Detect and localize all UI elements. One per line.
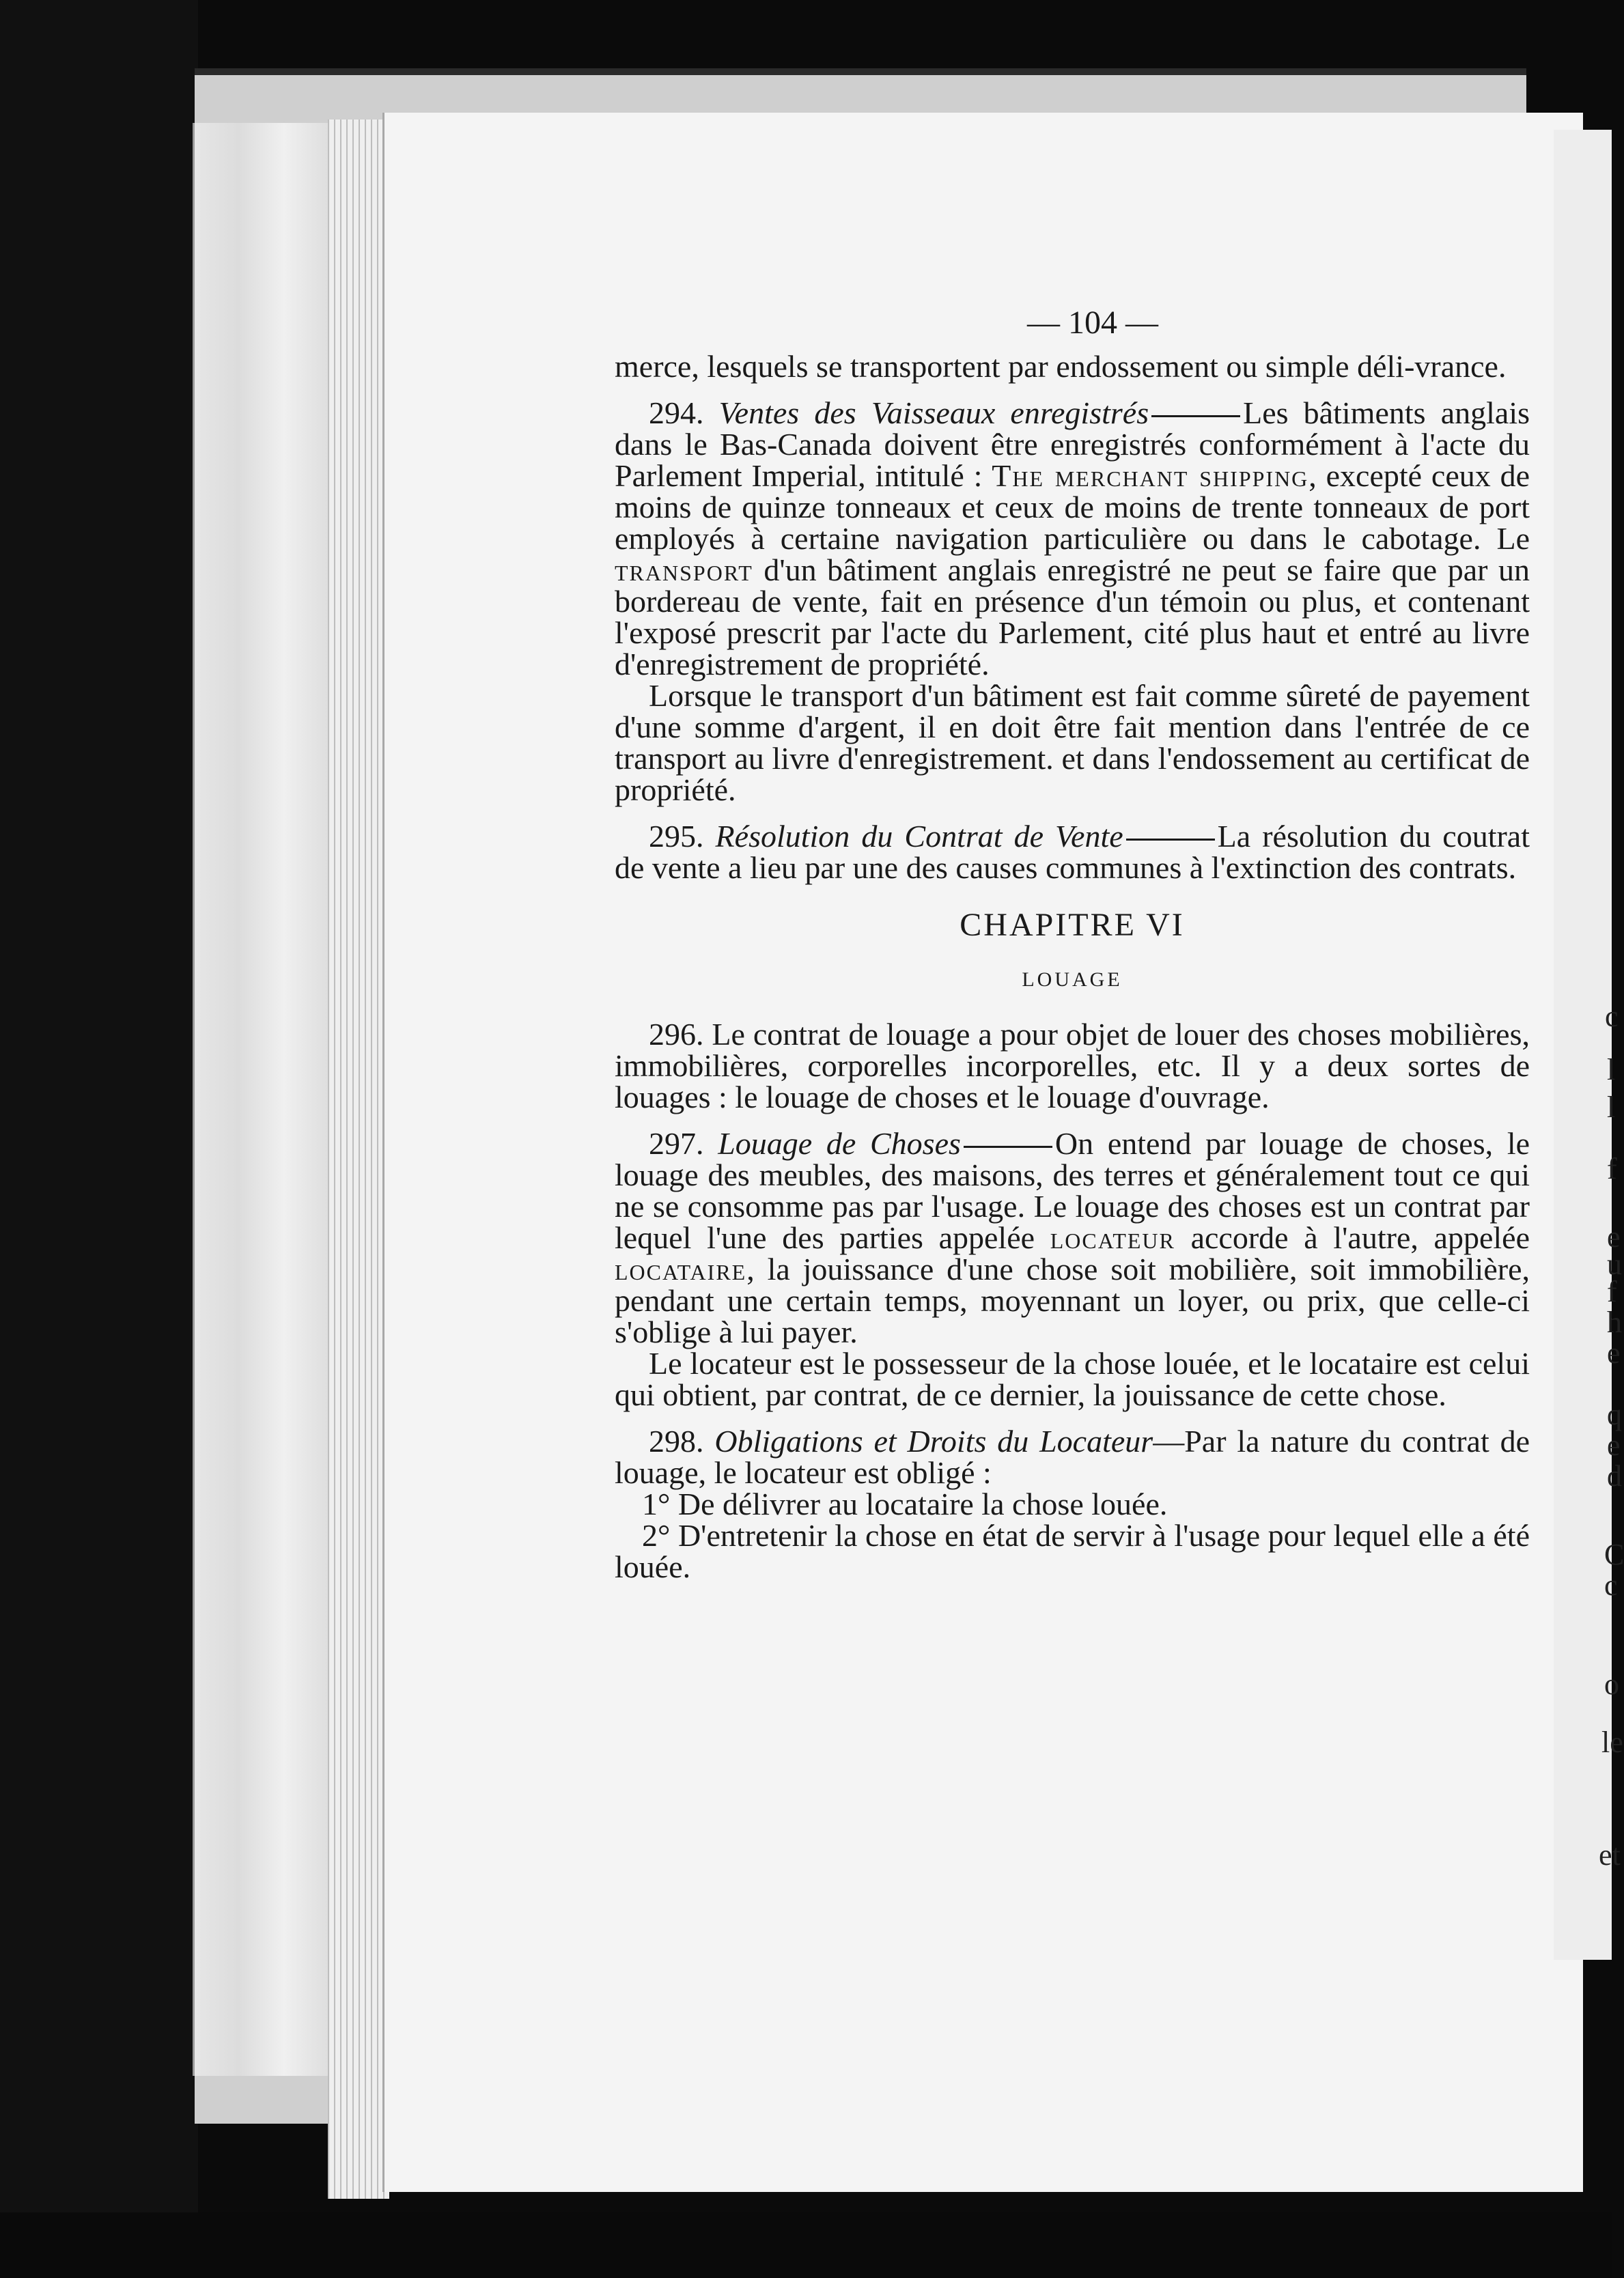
- sliver-letter: d: [1607, 1459, 1622, 1493]
- paragraph-298: [615, 1426, 1530, 1489]
- sliver-letter: f: [1607, 1275, 1617, 1308]
- page-number: — 104 —: [1027, 305, 1158, 341]
- article-number: 295.: [649, 819, 704, 854]
- sliver-letter: q: [1607, 1398, 1622, 1431]
- article-title: Résolution du Contrat de Vente: [715, 819, 1123, 854]
- list-item: 1° De délivrer au locataire la chose louée.: [642, 1487, 1168, 1521]
- sliver-letter: l: [1607, 1053, 1616, 1086]
- sliver-letter: h: [1607, 1306, 1622, 1339]
- sliver-letter: le: [1601, 1726, 1623, 1759]
- paragraph-text: d'un bâtiment anglais enregistré ne peut se faire que par un bordereau de vente, fait en présence d'un témoin ou plus, et contenant l'exposé prescrit par l'acte du Parlement, cité plus haut et entré au livre d'enregistrement de propriété.: [615, 552, 1530, 681]
- paragraph-text: —Par la nature du contrat de louage, le locateur est obligé :: [615, 1424, 1530, 1490]
- sliver-letter: e: [1607, 1336, 1621, 1370]
- article-title: Obligations et Droits du Locateur: [714, 1424, 1153, 1459]
- article-number: 294.: [649, 395, 704, 430]
- paragraph-294: [615, 397, 1530, 680]
- sliver-letter: et: [1599, 1838, 1621, 1872]
- paragraph-297-continued: Le locateur est le possesseur de la chose louée, et le locataire est celui qui obtient, par contrat, de ce dernier, la jouissance de cette chose.: [615, 1346, 1530, 1412]
- paragraph-text: , excepté ceux de moins de quinze tonneaux et ceux de moins de trente tonneaux de port employés à certaine navigation particulière ou dans le cabotage. Le: [615, 458, 1530, 556]
- small-caps-text: transport: [615, 552, 753, 587]
- sliver-letter: e: [1607, 1429, 1621, 1462]
- article-title: Louage de Choses: [718, 1126, 961, 1161]
- paragraph-text: , la jouissance d'une chose soit mobilière, soit immobilière, pendant une certain temps, moyennant un loyer, ou prix, que celle-ci s'oblige à lui payer.: [615, 1252, 1530, 1349]
- sliver-letter: e: [1607, 1220, 1621, 1254]
- scan-background-left: [0, 0, 198, 2278]
- em-rule: [964, 1146, 1052, 1148]
- scan-background-bottom: [0, 2212, 1612, 2278]
- small-caps-text: locataire: [615, 1252, 747, 1286]
- paragraph-295: [615, 821, 1530, 884]
- chapter-heading: CHAPITRE VI: [960, 907, 1185, 943]
- paragraph-text: Les bâtiments anglais dans le Bas-Canada doivent être enregistrés conformément à l'acte du Parlement Imperial, intitulé :: [615, 395, 1530, 493]
- article-number: 297.: [649, 1126, 704, 1161]
- paragraph-text: accorde à l'autre, appelée: [1190, 1220, 1530, 1255]
- sliver-letter: l: [1607, 1091, 1616, 1124]
- em-rule: [1151, 415, 1240, 417]
- sliver-letter: u: [1607, 1248, 1622, 1281]
- paragraph-297: [615, 1128, 1530, 1348]
- paragraph-294-continued: Lorsque le transport d'un bâtiment est fait comme sûreté de payement d'une somme d'argent, il en doit être fait mention dans l'entrée de ce transport au livre d'enregistrement. et dans l'endossement au certificat de propriété.: [615, 678, 1530, 807]
- sliver-letter: C: [1604, 1538, 1624, 1571]
- list-item: 2° D'entretenir la chose en état de servir à l'usage pour lequel elle a été louée.: [615, 1518, 1530, 1584]
- section-heading: LOUAGE: [1022, 968, 1123, 991]
- paragraph-text: La résolution du coutrat de vente a lieu par une des causes communes à l'extinction des contrats.: [615, 819, 1530, 885]
- em-rule: [1126, 839, 1215, 841]
- book-page-stack: [193, 123, 344, 2076]
- page-edges: [328, 119, 389, 2199]
- paragraph-text: On entend par louage de choses, le louage des meubles, des maisons, des terres et généralement tout ce qui ne se consomme pas par l'usage. Le louage des choses est un contrat par lequel l'une des parties appelée: [615, 1126, 1530, 1255]
- sliver-letter: o: [1604, 1668, 1619, 1701]
- page-text: [615, 307, 1530, 1583]
- paragraph-continuation: merce, lesquels se transportent par endossement ou simple déli-vrance.: [615, 349, 1507, 384]
- article-number: 298.: [649, 1424, 704, 1459]
- paragraph-296: 296. Le contrat de louage a pour objet de louer des choses mobilières, immobilières, corporelles incorporelles, etc. Il y a deux sortes de louages : le louage de choses et le louage d'ouvrage.: [615, 1017, 1530, 1114]
- article-title: Ventes des Vaisseaux enregistrés: [718, 395, 1149, 430]
- small-caps-text: locateur: [1050, 1220, 1175, 1255]
- sliver-letter: f: [1607, 1152, 1617, 1185]
- sliver-letter: c: [1605, 1000, 1619, 1033]
- small-caps-text: The merchant shipping: [992, 458, 1309, 493]
- next-page-sliver: [1554, 130, 1624, 1960]
- sliver-letter: c: [1604, 1569, 1618, 1602]
